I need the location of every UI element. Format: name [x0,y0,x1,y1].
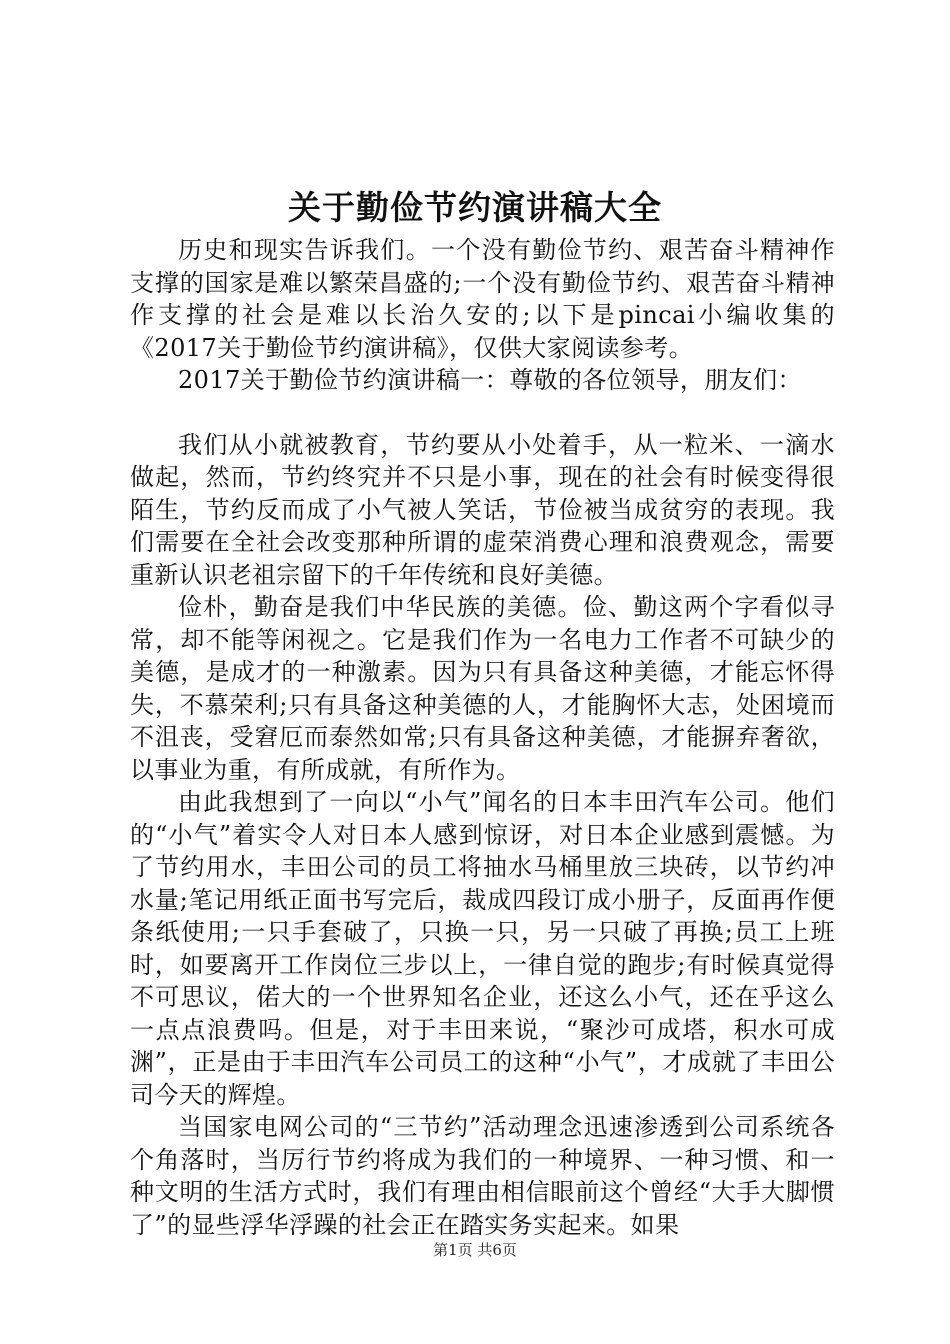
paragraph-intro: 历史和现实告诉我们。一个没有勤俭节约、艰苦奋斗精神作支撑的国家是难以繁荣昌盛的;一个没有勤俭节约、艰苦奋斗精神作支撑的社会是难以长治久安的;以下是pincai小编收集的《2017关于勤俭节约演讲稿》，仅供大家阅读参考。 [130,236,835,362]
paragraph-virtue: 俭朴，勤奋是我们中华民族的美德。俭、勤这两个字看似寻常，却不能等闲视之。它是我们作为一名电力工作者不可缺少的美德，是成才的一种激素。因为只有具备这种美德，才能忘怀得失，不慕荣利;只有具备这种美德的人，才能胸怀大志，处困境而不沮丧，受窘厄而泰然如常;只有具备这种美德，才能摒弃奢欲，以事业为重，有所成就，有所作为。 [130,593,835,784]
paragraph-salutation: 2017关于勤俭节约演讲稿一：尊敬的各位领导，朋友们： [178,366,802,394]
document-title: 关于勤俭节约演讲稿大全 [288,188,662,227]
document-body [130,234,835,1241]
paragraph-state-grid: 当国家电网公司的“三节约”活动理念迅速渗透到公司系统各个角落时，当厉行节约将成为我们的一种境界、一种习惯、和一种文明的生活方式时，我们有理由相信眼前这个曾经“大手大脚惯了”的显些浮华浮躁的社会正在踏实务实起来。如果 [130,1113,835,1239]
paragraph-thrift-education: 我们从小就被教育，节约要从小处着手，从一粒米、一滴水做起，然而，节约终究并不只是小事，现在的社会有时候变得很陌生，节约反而成了小气被人笑话，节俭被当成贫穷的表现。我们需要在全社会改变那种所谓的虚荣消费心理和浪费观念，需要重新认识老祖宗留下的千年传统和良好美德。 [130,430,835,589]
paragraph-toyota: 由此我想到了一向以“小气”闻名的日本丰田汽车公司。他们的“小气”着实令人对日本人感到惊讶，对日本企业感到震憾。为了节约用水，丰田公司的员工将抽水马桶里放三块砖，以节约冲水量;笔记用纸正面书写完后，裁成四段订成小册子，反面再作便条纸使用;一只手套破了，只换一只，另一只破了再换;员工上班时，如要离开工作岗位三步以上，一律自觉的跑步;有时候真觉得不可思议，偌大的一个世界知名企业，还这么小气，还在乎这么一点点浪费吗。但是，对于丰田来说，“聚沙可成塔，积水可成渊”，正是由于丰田汽车公司员工的这种“小气”，才成就了丰田公司今天的辉煌。 [130,788,835,1109]
page-number-footer: 第1页 共6页 [433,1241,517,1259]
